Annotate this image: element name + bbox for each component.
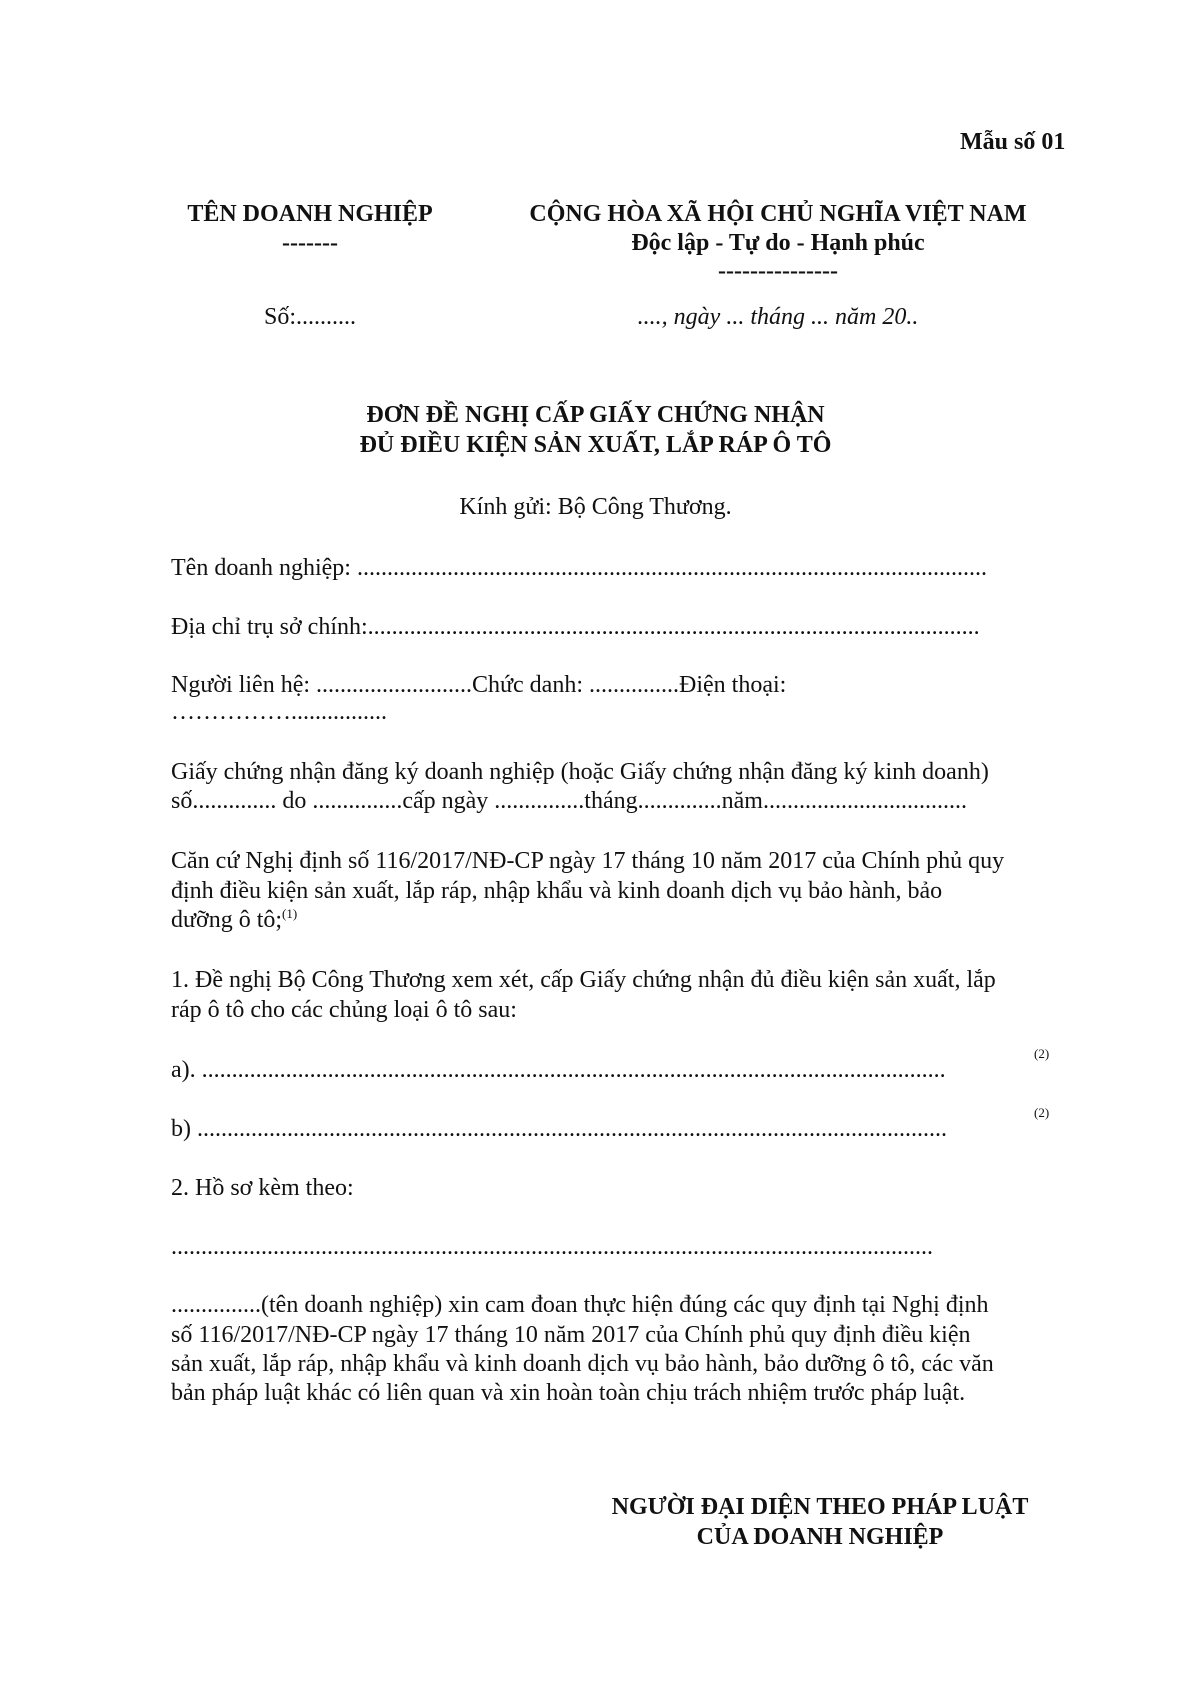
request-line-2: ráp ô tô cho các chủng loại ô tô sau: (171, 997, 517, 1023)
signature-title-line-1: NGƯỜI ĐẠI DIỆN THEO PHÁP LUẬT (611, 1494, 1029, 1520)
company-placeholder: TÊN DOANH NGHIỆP (187, 201, 433, 227)
vehicle-type-a-field[interactable]: a). ............................................................................................................................ (171, 1057, 946, 1083)
form-title-line-2: ĐỦ ĐIỀU KIỆN SẢN XUẤT, LẮP RÁP Ô TÔ (359, 432, 832, 458)
signature-title-line-2: CỦA DOANH NGHIỆP (696, 1524, 944, 1550)
legal-basis-line-3 (171, 905, 297, 935)
motto-rule: --------------- (718, 258, 838, 284)
national-motto: Độc lập - Tự do - Hạnh phúc (631, 230, 925, 256)
company-name-field[interactable]: Tên doanh nghiệp: ......................................................................................................... (171, 555, 987, 581)
legal-basis-line-1: Căn cứ Nghị định số 116/2017/NĐ-CP ngày 17 tháng 10 năm 2017 của Chính phủ quy (171, 848, 1005, 874)
head-office-field[interactable]: Địa chỉ trụ sở chính:...................................................................................................... (171, 614, 980, 640)
contact-field[interactable]: Người liên hệ: ..........................Chức danh: ...............Điện thoại: (171, 672, 787, 698)
form-number: Mẫu số 01 (960, 129, 1066, 155)
national-title: CỘNG HÒA XÃ HỘI CHỦ NGHĨA VIỆT NAM (529, 201, 1027, 227)
date-line: ...., ngày ... tháng ... năm 20.. (637, 304, 919, 330)
commitment-line-2: số 116/2017/NĐ-CP ngày 17 tháng 10 năm 2017 của Chính phủ quy định điều kiện (171, 1322, 971, 1348)
footnote-1: (1) (282, 906, 298, 921)
commitment-line-1: ...............(tên doanh nghiệp) xin cam đoan thực hiện đúng các quy định tại Nghị định (171, 1292, 989, 1318)
registration-line-1: Giấy chứng nhận đăng ký doanh nghiệp (hoặc Giấy chứng nhận đăng ký kinh doanh) (171, 759, 989, 785)
company-rule: ------- (282, 230, 338, 256)
commitment-line-4: bản pháp luật khác có liên quan và xin hoàn toàn chịu trách nhiệm trước pháp luật. (171, 1380, 966, 1406)
form-title-line-1: ĐƠN ĐỀ NGHỊ CẤP GIẤY CHỨNG NHẬN (366, 402, 825, 428)
commitment-line-3: sản xuất, lắp ráp, nhập khẩu và kinh doanh dịch vụ bảo hành, bảo dưỡng ô tô, các văn (171, 1351, 994, 1377)
legal-basis-line-2: định điều kiện sản xuất, lắp ráp, nhập khẩu và kinh doanh dịch vụ bảo hành, bảo (171, 878, 943, 904)
attachments-field[interactable]: ............................................................................................................................... (171, 1234, 933, 1260)
footnote-2a: (2) (1034, 1046, 1050, 1061)
attachments-label: 2. Hồ sơ kèm theo: (171, 1175, 354, 1201)
request-line-1: 1. Đề nghị Bộ Công Thương xem xét, cấp Giấy chứng nhận đủ điều kiện sản xuất, lắp (171, 967, 996, 993)
footnote-2b: (2) (1034, 1105, 1050, 1120)
document-number: Số:.......... (263, 304, 356, 330)
legal-basis-text: dưỡng ô tô; (171, 907, 283, 933)
vehicle-type-b-field[interactable]: b) ............................................................................................................................. (171, 1116, 947, 1142)
registration-line-2[interactable]: số.............. do ...............cấp ngày ...............tháng..............năm.................................. (171, 788, 967, 814)
phone-field[interactable]: ……………................ (171, 699, 387, 725)
recipient: Kính gửi: Bộ Công Thương. (459, 494, 732, 520)
